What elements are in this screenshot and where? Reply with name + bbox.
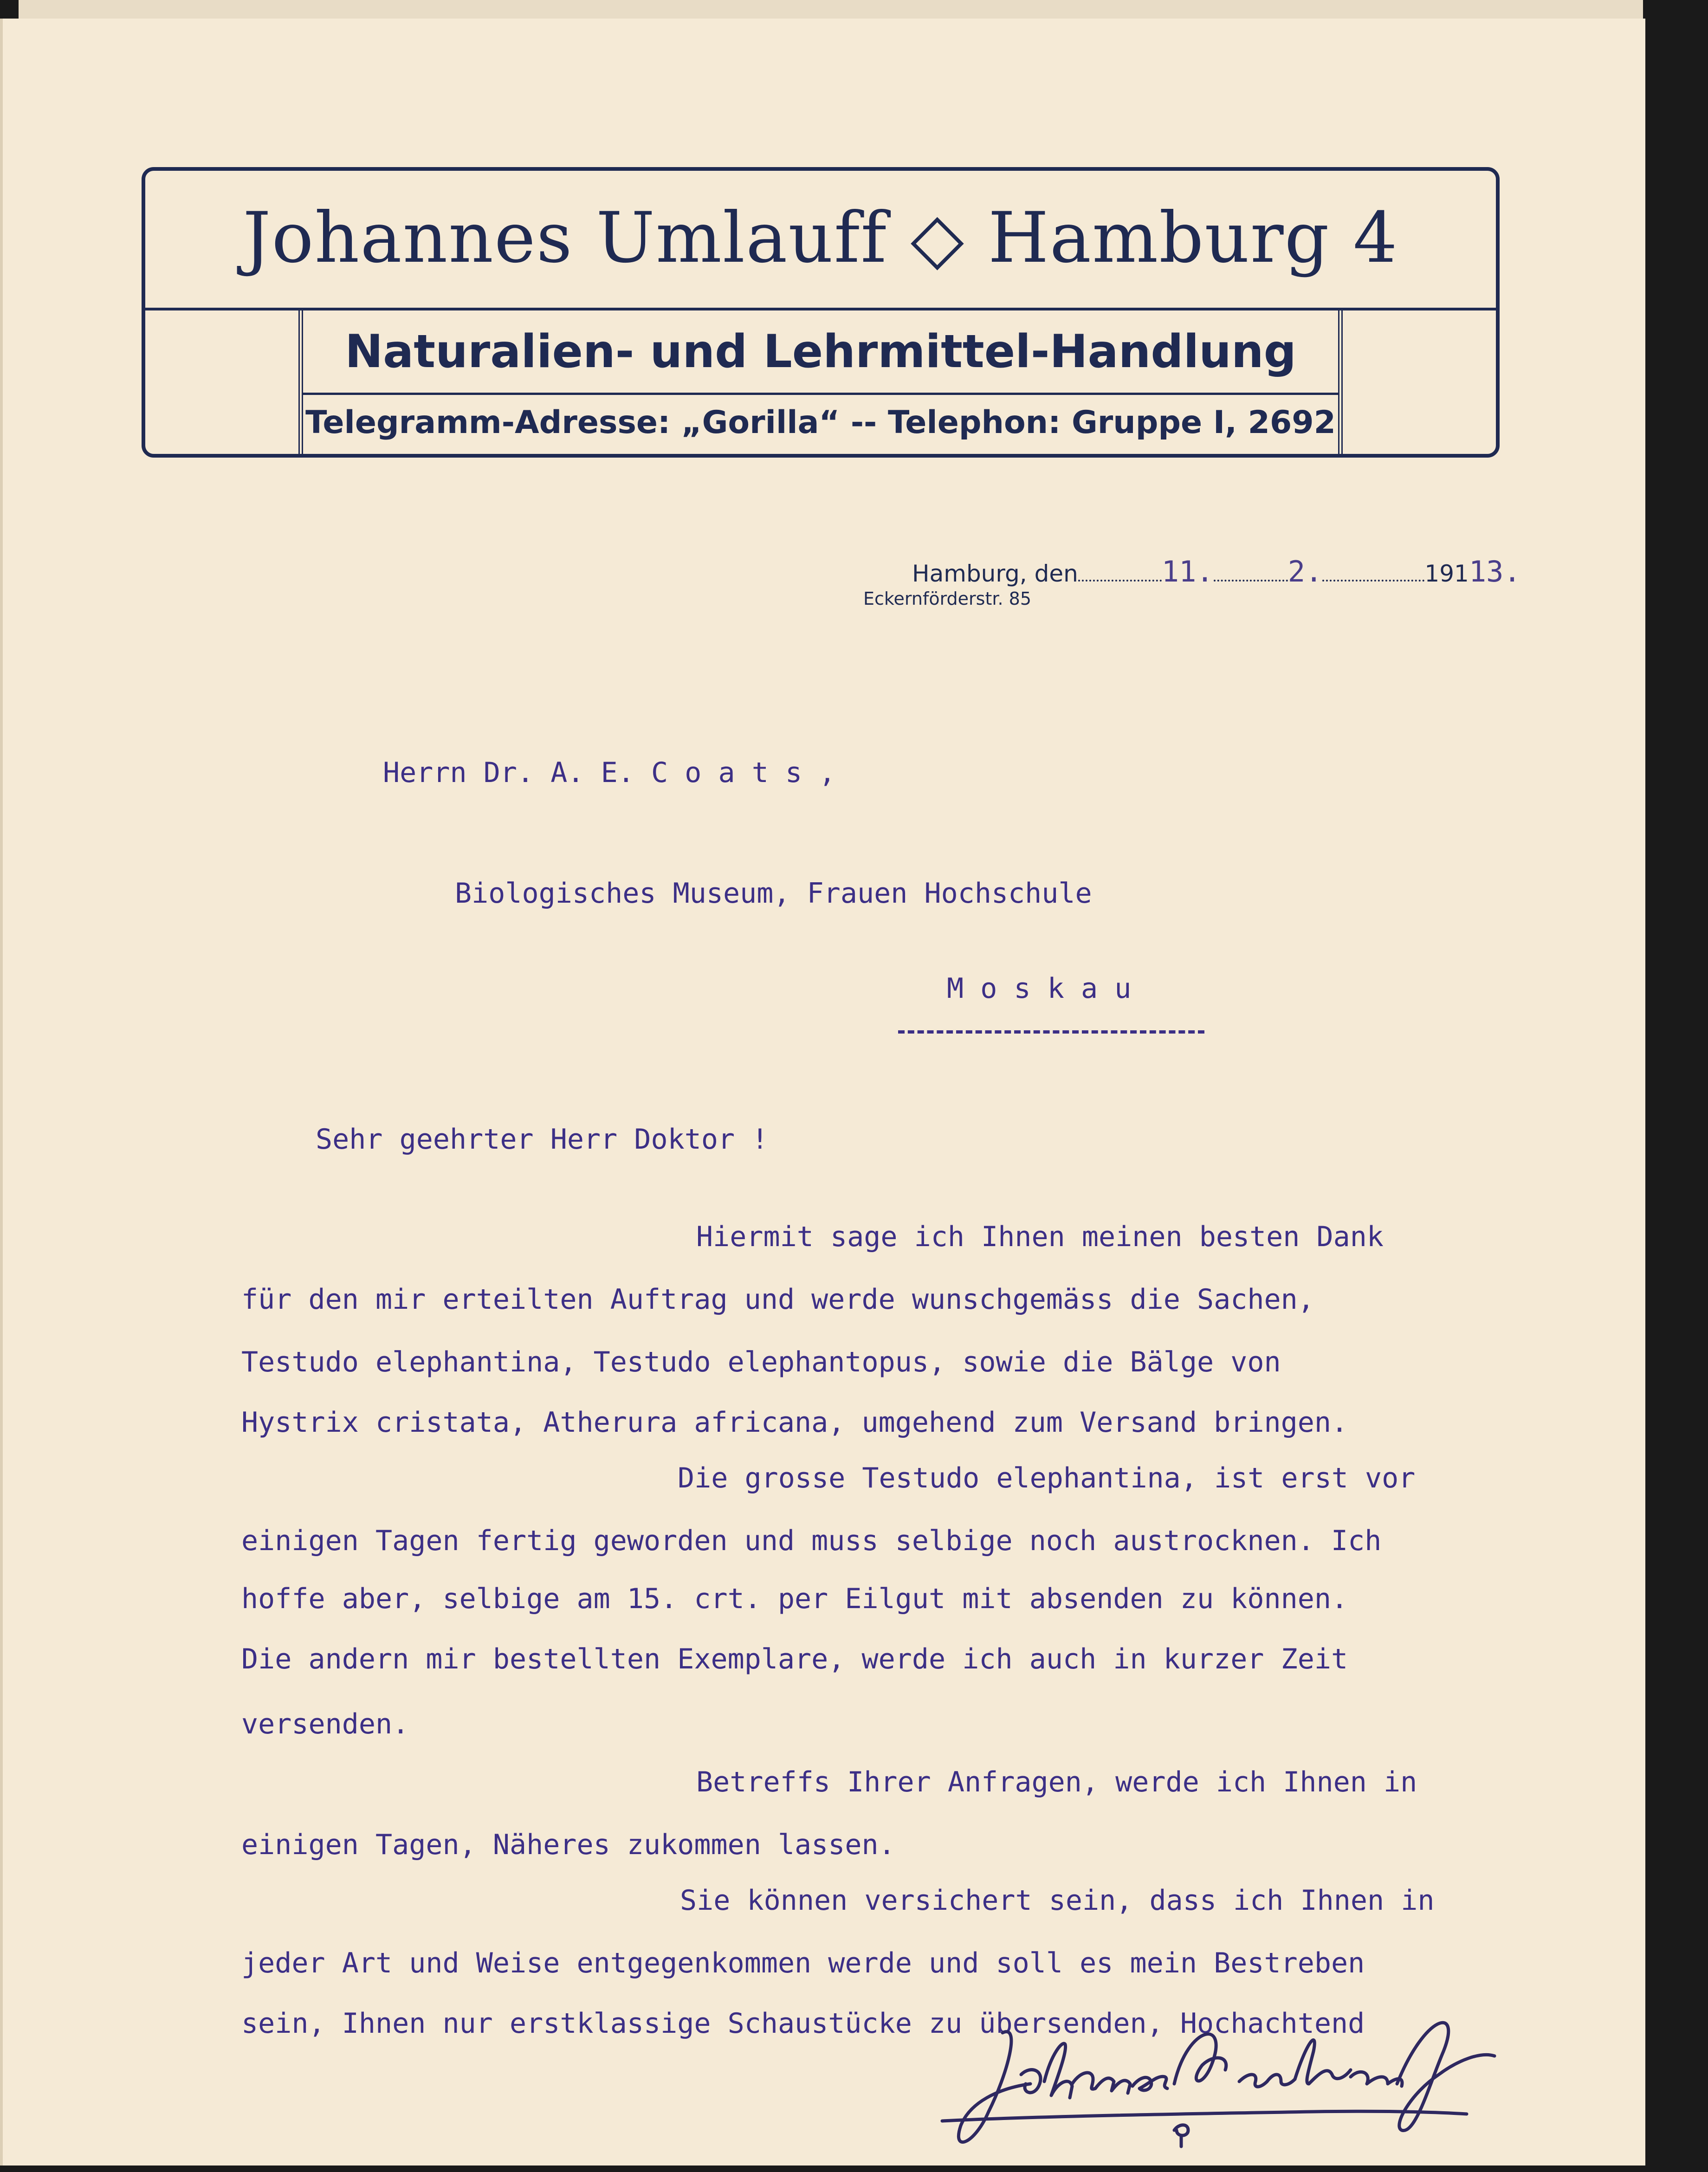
body-line: Die grosse Testudo elephantina, ist erst vor <box>678 1462 1416 1494</box>
body-line: für den mir erteilten Auftrag und werde wunschgemäss die Sachen, <box>241 1283 1314 1316</box>
body-line: einigen Tagen, Näheres zukommen lassen. <box>241 1829 895 1861</box>
body-line: jeder Art und Weise entgegenkommen werde und soll es mein Bestreben <box>241 1947 1365 1979</box>
date-month: 2. <box>1287 555 1323 588</box>
body-line: Hiermit sage ich Ihnen meinen besten Dank <box>696 1221 1384 1253</box>
recipient-city: M o s k a u <box>947 972 1132 1005</box>
date-fill-3 <box>1322 580 1424 582</box>
body-line: einigen Tagen fertig geworden und muss selbige noch austrocknen. Ich <box>241 1525 1382 1557</box>
body-line: Die andern mir bestellten Exemplare, werde ich auch in kurzer Zeit <box>241 1643 1348 1675</box>
street-address: Eckernförderstr. 85 <box>863 588 1032 609</box>
letterhead-inner-divider <box>303 393 1338 395</box>
letterhead-inner-frame <box>298 310 1343 454</box>
letterhead <box>142 167 1500 458</box>
date-day: 11. <box>1161 555 1214 588</box>
letterhead-title: Johannes Umlauff ◇ Hamburg 4 <box>243 198 1398 278</box>
letterhead-contact: Telegramm-Adresse: „Gorilla“ -- Telephon: Gruppe I, 2692 <box>305 404 1336 441</box>
body-line: Hystrix cristata, Atherura africana, umgehend zum Versand bringen. <box>241 1406 1348 1439</box>
letterhead-subtitle: Naturalien- und Lehrmittel-Handlung <box>345 325 1296 378</box>
salutation: Sehr geehrter Herr Doktor ! <box>316 1123 769 1156</box>
recipient-name: Herrn Dr. A. E. C o a t s , <box>383 756 836 789</box>
body-line: Betreffs Ihrer Anfragen, werde ich Ihnen in <box>696 1766 1417 1798</box>
date-year-prefix: 191 <box>1424 560 1469 587</box>
date-place: Hamburg, den <box>912 560 1078 587</box>
date-fill-1 <box>1078 580 1162 582</box>
city-underline <box>898 1030 1204 1034</box>
dateline <box>912 555 1521 588</box>
body-line: versenden. <box>241 1708 409 1740</box>
body-line: Testudo elephantina, Testudo elephantopus, sowie die Bälge von <box>241 1346 1281 1378</box>
letter-page <box>0 19 1645 2166</box>
recipient-institution: Biologisches Museum, Frauen Hochschule <box>455 877 1092 910</box>
body-line: hoffe aber, selbige am 15. crt. per Eilgut mit absenden zu können. <box>241 1583 1348 1615</box>
body-line: sein, Ihnen nur erstklassige Schaustücke zu übersenden, Hochachtend <box>241 2007 1365 2040</box>
date-fill-2 <box>1214 580 1288 582</box>
date-year-suffix: 13. <box>1469 555 1521 588</box>
body-line: Sie können versichert sein, dass ich Ihnen in <box>680 1884 1435 1917</box>
handwritten-signature <box>933 2005 1518 2172</box>
